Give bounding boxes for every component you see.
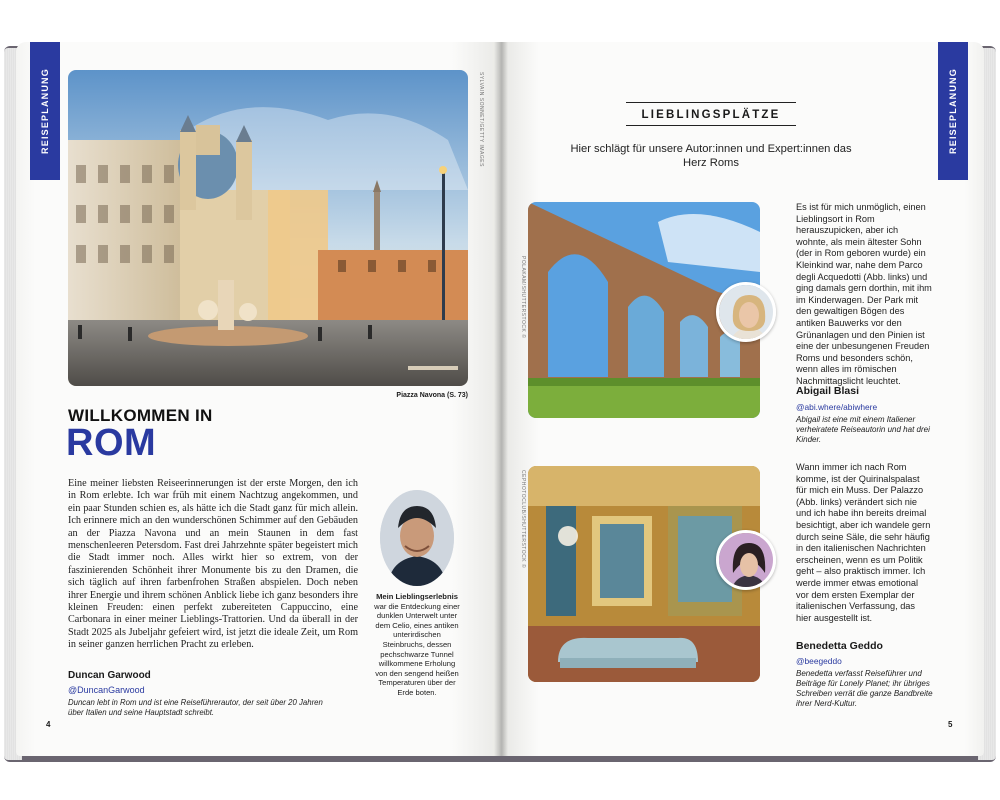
intro-body-text: Eine meiner liebsten Reiseerinnerungen ist der erste Morgen, den ich in Rom erlebte. Ich war früh mit einem Nachtzug angekommen, und ein paar Stunden schien es, als hätte ich die Stadt ganz für mich allein. Ich erinnere mich an den wunderschönen Schimmer auf den Gebäuden an der Piazza Navona und an mein Staunen in dem fast menschenleeren Petersdom. Fast drei Jahrzehnte später begeistert mich die Stadt immer noch. Alles wirkt hier so extrem, von der faszinierenden Schönheit ihrer Monumente bis zu den Dramen, die sich täglich auf ihren farbenfrohen Straßen abspielen. Doch neben ihrer Energie und ihrem schönen Anblick liebe ich ganz besonders ihre kleinen Freuden: einen perfekt zubereiteten Cappuccino, eine Carbonara in einer meiner Lieblings-Trattorien. Und da überall in der Stadt 2025 als Jubeljahr gefeiert wird, ist jetzt die ideale Zeit, um Rom in seiner ganzen herrlichen Pracht zu erleben. — [68, 478, 358, 651]
expert-portrait-benedetta — [716, 530, 776, 590]
portrait-caption — [372, 592, 462, 698]
expert2-text: Wann immer ich nach Rom komme, ist der Quirinalspalast für mich ein Muss. Der Palazzo (Abb. links) verändert sich nie und ich habe ihn bereits dreimal besichtigt, aber ich wandele gern durch seine Säle, die sehr häufig in den italienischen Nachrichten erscheinen, wenn es um Politik geht – also praktisch immer. Ich werde immer etwas emotional vor dem ersten Exemplar der italienischen Verfassung, das hier ausgestellt ist. — [796, 462, 931, 623]
expert2-handle: @beegeddo — [796, 656, 842, 666]
author-bio: Duncan lebt in Rom und ist eine Reiseführerautor, der seit über 20 Jahren über Italien und seine Hauptstadt schreibt. — [68, 698, 323, 717]
author-portrait — [380, 490, 454, 586]
page-number-right: 5 — [948, 720, 953, 729]
section-tab-label: REISEPLANUNG — [948, 68, 958, 154]
expert1-handle: @abi.where/abiwhere — [796, 402, 878, 412]
page-number-left: 4 — [46, 720, 51, 729]
expert-portrait-abigail — [716, 282, 776, 342]
section-tab-right — [938, 42, 968, 180]
expert2-bio: Benedetta verfasst Reiseführer und Beiträge für Lonely Planet; ihr übriges Schreiben verrät die ganze Bandbreite ihrer Nerd-Kultur. — [796, 669, 933, 708]
photo-credit-hero: SYLVAIN SONNET/GETTY IMAGES — [478, 72, 484, 167]
expert1-text: Es ist für mich unmöglich, einen Lieblingsort in Rom herauszupicken, aber ich wohnte, als mein ältester Sohn (der in Rom geboren wurde) ein Kleinkind war, nahe dem Parco degli Acquedotti (Abb. links) und ging damals gern dorthin, mit ihm im Kinderwagen. Der Park mit den gewaltigen Bögen des antiken Bauwerks vor den Grünanlagen und den Pinien ist eine der unbesungenen Freuden Roms und besonders schön, wenn alles im römischen Nachmittagslicht leuchtet. — [796, 202, 932, 386]
expert1-bio: Abigail ist eine mit einem Italiener verheiratete Reiseautorin und hat drei Kinder. — [796, 415, 930, 444]
hero-caption: Piazza Navona (S. 73) — [396, 392, 468, 399]
photo-credit-2: CEPHOTOCLUB/SHUTTERSTOCK © — [520, 470, 526, 569]
section-tab-left — [30, 42, 60, 180]
author-name: Duncan Garwood — [68, 670, 151, 681]
right-page — [500, 42, 984, 756]
portrait-caption-text: war die Entdeckung einer dunklen Unterwelt unter dem Celio, eines antiken unterirdischen Steinbruchs, dessen pechschwarze Tunnel willkommene Erholung von den sengend heißen Temperaturen über der Erde boten. — [374, 601, 460, 697]
portrait-caption-title: Mein Lieblingserlebnis — [376, 592, 458, 601]
section-heading — [626, 102, 796, 126]
photo-credit-1: POLAKAM/SHUTTERSTOCK © — [520, 256, 526, 339]
section-intro: Hier schlägt für unsere Autor:innen und Expert:innen das Herz Roms — [570, 143, 852, 169]
page-title-line2: ROM — [66, 422, 157, 464]
left-page — [16, 42, 500, 756]
author-handle: @DuncanGarwood — [68, 685, 145, 695]
section-heading-text: LIEBLINGSPLÄTZE — [641, 109, 781, 121]
book-gutter — [494, 42, 508, 756]
expert1-name: Abigail Blasi — [796, 385, 860, 397]
expert2-name: Benedetta Geddo — [796, 640, 883, 652]
hero-photo-piazza-navona — [68, 70, 468, 386]
section-tab-label: REISEPLANUNG — [40, 68, 50, 154]
page-title-line1: WILLKOMMEN IN — [68, 406, 213, 425]
